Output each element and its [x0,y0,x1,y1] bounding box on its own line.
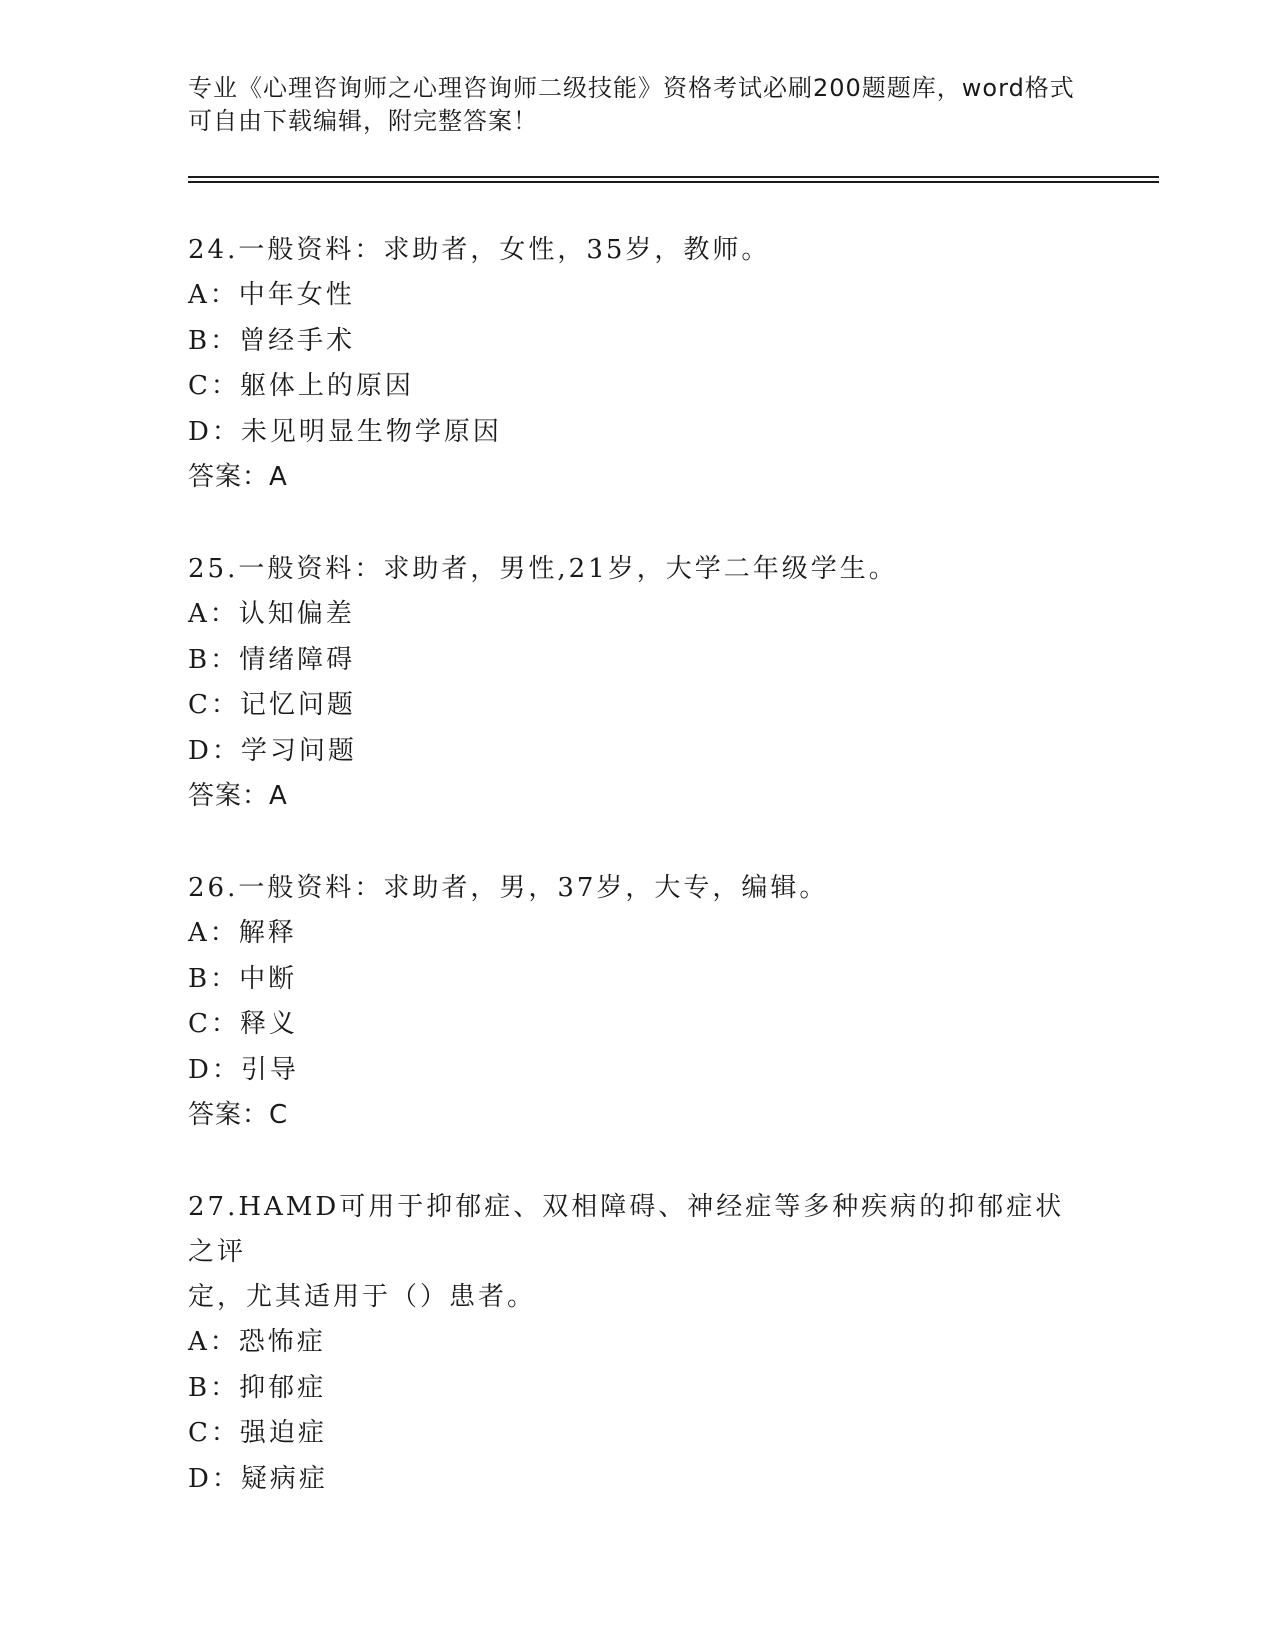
option-c [188,683,1088,729]
option-d [188,729,1088,775]
question-25 [188,547,1088,819]
option-d [188,410,1088,456]
option-text: 记忆问题 [239,690,356,720]
option-a [188,273,1088,319]
option-text: 躯体上的原因 [239,371,414,401]
option-key: A： [188,280,239,310]
question-stem: 25.一般资料：求助者，男性,21岁，大学二年级学生。 [188,554,898,584]
option-key: C： [188,690,240,720]
option-key: A： [188,1327,239,1357]
option-key: C： [188,1009,240,1039]
option-a [188,1320,1088,1366]
option-text: 曾经手术 [239,325,356,356]
option-text: 学习问题 [240,735,357,766]
answer-line: 答案：C [188,1100,289,1130]
option-key: A： [188,599,239,629]
option-a [188,592,1088,638]
option-key: B： [188,644,240,675]
option-text: 抑郁症 [239,1372,327,1403]
question-stem: 24.一般资料：求助者，女性，35岁，教师。 [188,235,771,265]
option-key: C： [188,371,240,401]
question-26 [188,866,1088,1138]
option-b [188,638,1088,684]
option-key: B： [188,1372,240,1403]
question-stem-line-2: 定，尤其适用于（）患者。 [188,1282,537,1312]
answer-line: 答案：A [188,462,288,492]
option-key: D： [188,416,241,447]
header-line-2: 可自由下载编辑，附完整答案！ [188,107,538,135]
header-line-1: 专业《心理咨询师之心理咨询师二级技能》资格考试必刷200题题库，word格式 [188,74,1075,102]
option-text: 释义 [239,1009,298,1039]
option-b [188,1366,1088,1412]
option-c [188,364,1088,410]
option-b [188,957,1088,1003]
option-text: 疑病症 [240,1463,328,1494]
answer-line: 答案：A [188,781,288,811]
header-divider-top [188,176,1159,178]
option-a [188,911,1088,957]
option-text: 引导 [240,1054,299,1085]
option-b [188,319,1088,365]
option-text: 中年女性 [238,280,355,310]
option-text: 未见明显生物学原因 [240,416,502,447]
option-text: 解释 [238,918,297,948]
question-24 [188,228,1088,500]
option-key: B： [188,325,240,356]
document-header [188,72,1088,138]
option-text: 中断 [239,963,298,994]
header-divider-bottom [188,181,1159,183]
question-stem: 26.一般资料：求助者，男，37岁，大专，编辑。 [188,873,829,903]
option-text: 情绪障碍 [239,644,356,675]
option-c [188,1002,1088,1048]
option-d [188,1457,1088,1503]
option-key: D： [188,735,241,766]
option-key: B： [188,963,240,994]
option-text: 认知偏差 [238,599,355,629]
option-key: D： [188,1054,241,1085]
option-c [188,1411,1088,1457]
option-key: C： [188,1418,240,1448]
question-27 [188,1185,1088,1502]
option-d [188,1048,1088,1094]
option-key: A： [188,918,239,948]
option-key: D： [188,1463,241,1494]
option-text: 恐怖症 [238,1327,326,1357]
option-text: 强迫症 [239,1418,327,1448]
question-stem-line-1: 27.HAMD可用于抑郁症、双相障碍、神经症等多种疾病的抑郁症状之评 [188,1192,1065,1267]
